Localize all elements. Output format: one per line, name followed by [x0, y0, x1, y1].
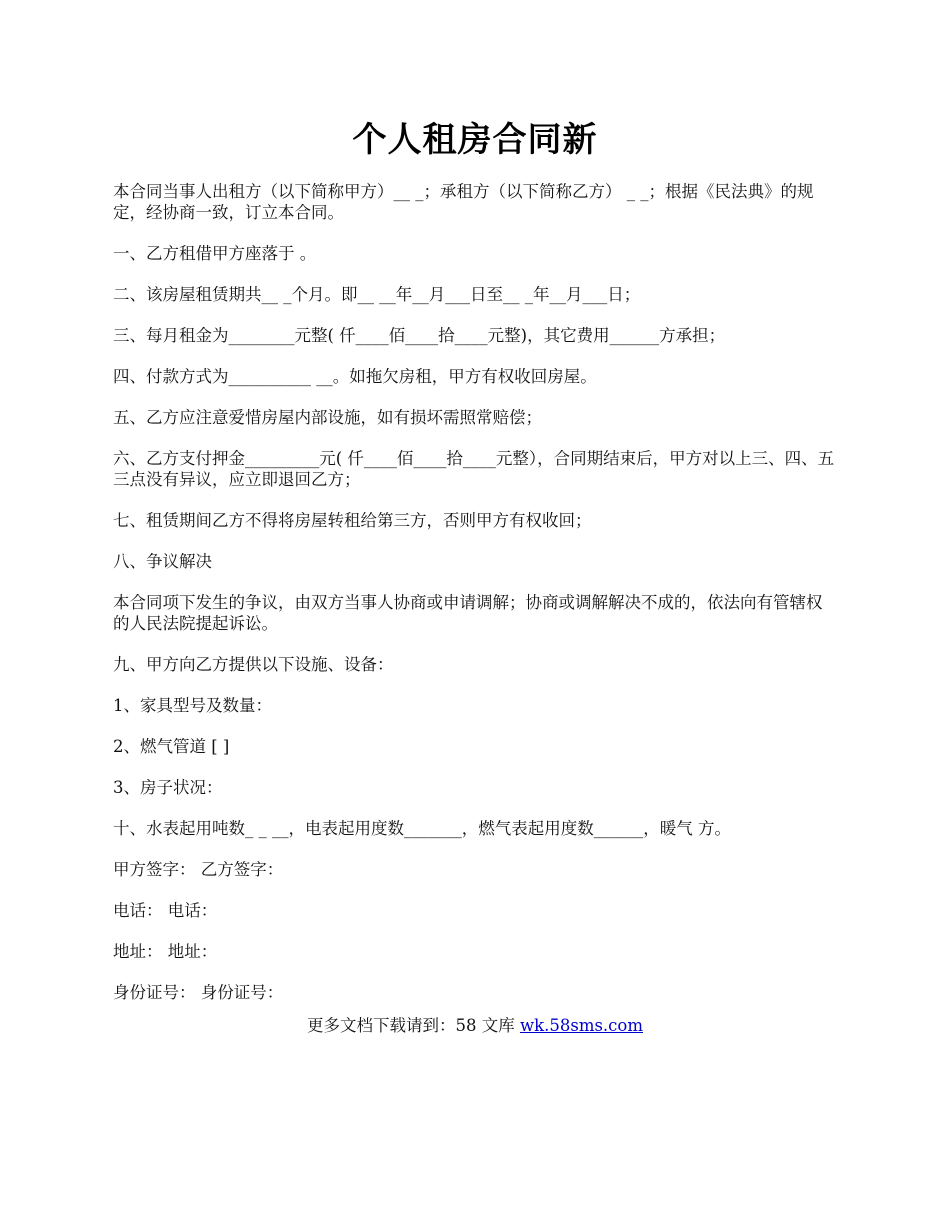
paragraph-clause-1: 一、乙方租借甲方座落于 。: [113, 244, 317, 263]
paragraph-clause-10: 十、水表起用吨数_ _ __，电表起用度数_______，燃气表起用度数______，暖气 方。: [113, 819, 731, 838]
paragraph-clause-8-heading: 八、争议解决: [113, 552, 212, 571]
paragraph-house-condition: 3、房子状况：: [113, 778, 223, 797]
paragraph-dispute-resolution: 本合同项下发生的争议，由双方当事人协商或申请调解；协商或调解解决不成的，依法向有管辖权的人民法院提起诉讼。: [113, 593, 823, 633]
paragraph-clause-2: 二、该房屋租赁期共__ _个月。即__ __年__月___日至__ _年__月___日；: [113, 285, 641, 304]
footer-link[interactable]: wk.58sms.com: [519, 1016, 643, 1035]
paragraph-clause-3: 三、每月租金为________元整( 仟____佰____拾____元整)，其它费用______方承担；: [113, 326, 726, 345]
paragraph-clause-6: 六、乙方支付押金_________元( 仟____佰____拾____元整），合同期结束后，甲方对以上三、四、五三点没有异议，应立即退回乙方；: [113, 449, 835, 489]
paragraph-phones: 电话： 电话：: [113, 901, 218, 920]
document-body: [113, 181, 835, 1023]
paragraph-furniture: 1、家具型号及数量：: [113, 696, 272, 715]
document-title: 个人租房合同新: [352, 120, 598, 160]
paragraph-clause-5: 五、乙方应注意爱惜房屋内部设施，如有损坏需照常赔偿；: [113, 408, 542, 427]
paragraph-id-numbers: 身份证号： 身份证号：: [113, 983, 284, 1002]
paragraph-gas-pipe: 2、燃气管道 [ ]: [113, 737, 230, 756]
paragraph-clause-9: 九、甲方向乙方提供以下设施、设备：: [113, 655, 394, 674]
paragraph-signatures: 甲方签字： 乙方签字：: [113, 860, 284, 879]
download-footer: [0, 1015, 950, 1036]
footer-text: 更多文档下载请到：58 文库: [306, 1016, 520, 1035]
paragraph-addresses: 地址： 地址：: [113, 942, 218, 961]
paragraph-clause-7: 七、租赁期间乙方不得将房屋转租给第三方，否则甲方有权收回；: [113, 511, 592, 530]
paragraph-clause-4: 四、付款方式为__________ __。如拖欠房租，甲方有权收回房屋。: [113, 367, 597, 386]
paragraph-intro: 本合同当事人出租方（以下简称甲方）__ _；承租方（以下简称乙方） _ _；根据《民法典》的规定，经协商一致，订立本合同。: [113, 182, 814, 222]
